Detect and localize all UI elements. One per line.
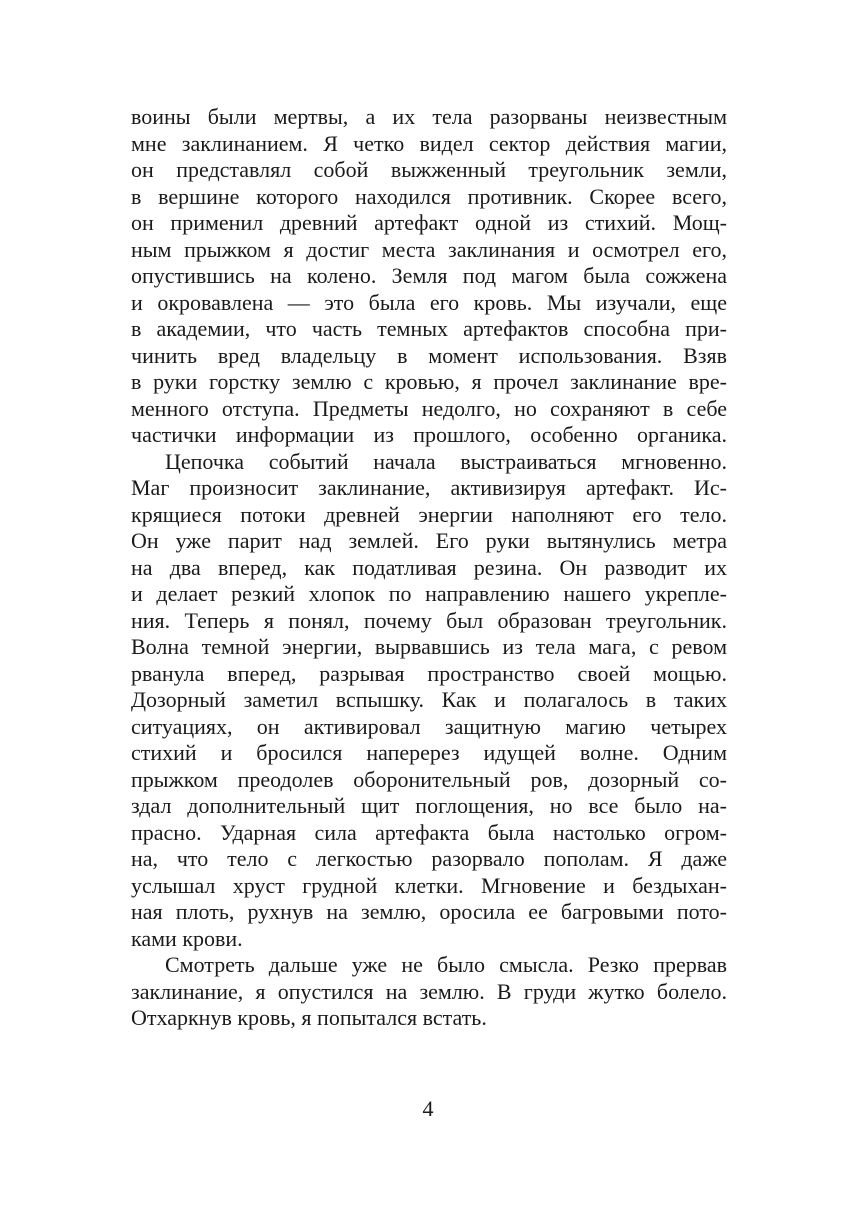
text-line: услышал хруст грудной клетки. Мгновение и бездыхан-: [131, 872, 727, 898]
text-line: Маг произносит заклинание, активизируя артефакт. Ис-: [131, 475, 727, 500]
text-line: крящиеся потоки древней энергии наполняют его тело.: [131, 501, 727, 527]
text-line: рванула вперед, разрывая пространство своей мощью.: [131, 660, 727, 686]
text-line: здал дополнительный щит поглощения, но все было на-: [131, 793, 727, 818]
text-line: на два вперед, как податливая резина. Он разводит их: [131, 554, 727, 580]
text-line: ния. Теперь я понял, почему был образован треугольник.: [131, 607, 727, 633]
text-line: в руки горстку землю с кровью, я прочел заклинание вре-: [131, 369, 727, 394]
text-line: Он уже парит над землей. Его руки вытянулись метра: [131, 528, 727, 553]
paragraph-2: [131, 449, 727, 953]
text-line: он применил древний артефакт одной из стихий. Мощ-: [131, 210, 727, 235]
text-line: частички информации из прошлого, особенно органика.: [131, 422, 727, 447]
text-line: в вершине которого находился противник. Скорее всего,: [131, 183, 727, 209]
text-line: Волна темной энергии, вырвавшись из тела мага, с ревом: [131, 634, 727, 659]
text-line: ным прыжком я достиг места заклинания и осмотрел его,: [131, 236, 727, 262]
text-line: воины были мертвы, а их тела разорваны неизвестным: [131, 104, 727, 129]
text-line: и делает резкий хлопок по направлению нашего укрепле-: [131, 581, 727, 606]
paragraph-1: [131, 104, 727, 449]
text-line: чинить вред владельцу в момент использования. Взяв: [131, 342, 727, 368]
text-line: он представлял собой выжженный треугольник земли,: [131, 157, 727, 182]
text-line: стихий и бросился наперерез идущей волне. Одним: [131, 740, 727, 765]
text-line: ная плоть, рухнув на землю, оросила ее багровыми пото-: [131, 899, 727, 924]
page-body: [131, 104, 727, 1032]
paragraph-3: [131, 952, 727, 1032]
text-line: Дозорный заметил вспышку. Как и полагалось в таких: [131, 687, 727, 712]
text-line: на, что тело с легкостью разорвало пополам. Я даже: [131, 846, 727, 871]
text-line: ситуациях, он активировал защитную магию четырех: [131, 713, 727, 739]
text-line: опустившись на колено. Земля под магом была сожжена: [131, 263, 727, 288]
text-line: менного отступа. Предметы недолго, но сохраняют в себе: [131, 395, 727, 421]
text-line: и окровавлена — это была его кровь. Мы изучали, еще: [131, 289, 727, 315]
text-line: заклинание, я опустился на землю. В груди жутко болело.: [131, 978, 727, 1004]
text-line: мне заклинанием. Я четко видел сектор действия магии,: [131, 130, 727, 156]
text-line: прасно. Ударная сила артефакта была настолько огром-: [131, 819, 727, 845]
text-line: Цепочка событий начала выстраиваться мгновенно.: [165, 448, 727, 474]
text-line: в академии, что часть темных артефактов способна при-: [131, 316, 727, 341]
text-line: Отхаркнув кровь, я попытался встать.: [131, 1005, 487, 1030]
page-number: 4: [422, 1096, 434, 1121]
text-line: прыжком преодолев оборонительный ров, дозорный со-: [131, 766, 727, 792]
text-line: Смотреть дальше уже не было смысла. Резко прервав: [165, 952, 727, 977]
text-line: ками крови.: [131, 925, 243, 951]
